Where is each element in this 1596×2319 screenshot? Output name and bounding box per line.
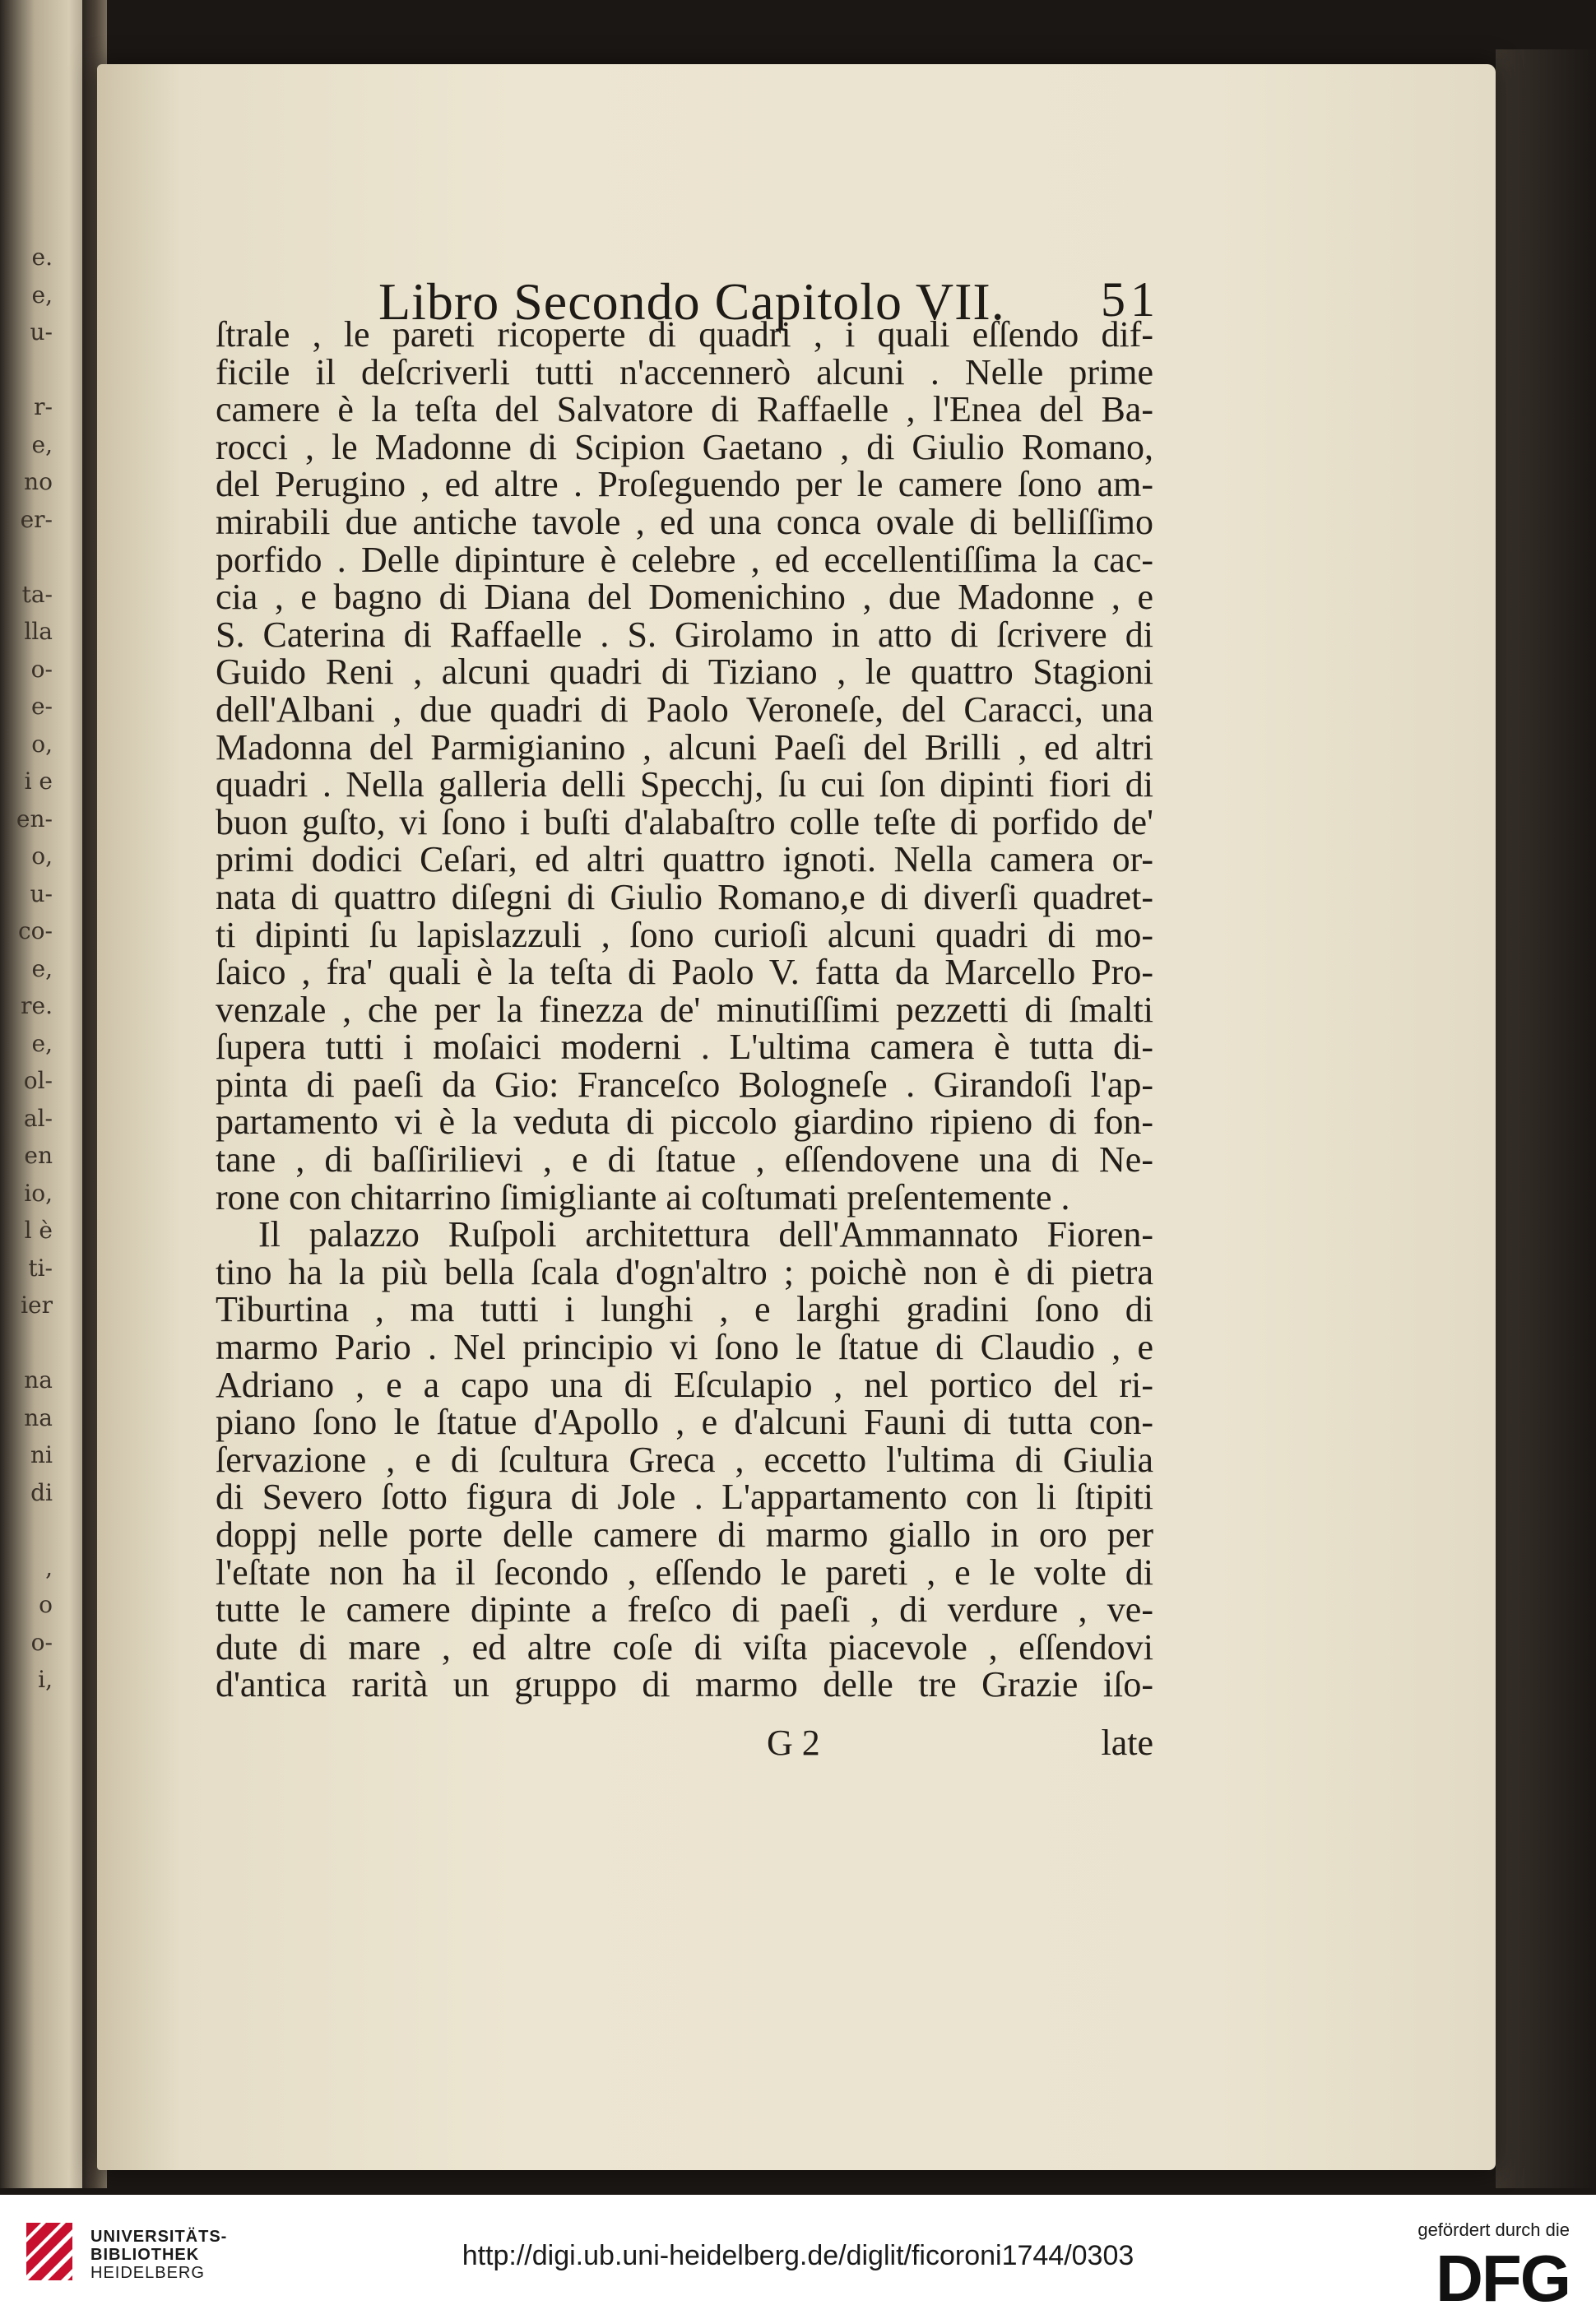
- page-foot: [216, 1722, 1153, 1763]
- text-line: Adriano , e a capo una di Eſculapio , nel portico del ri-: [216, 1364, 1153, 1405]
- text-line: dell'Albani , due quadri di Paolo Veroneſe, del Caracci, una: [216, 689, 1153, 730]
- text-line: Guido Reni , alcuni quadri di Tiziano , le quattro Stagioni: [216, 652, 1153, 693]
- text-line: Tiburtina , ma tutti i lunghi , e larghi gradini ſono di: [216, 1289, 1153, 1330]
- catchword: late: [1101, 1723, 1153, 1763]
- library-name-line2: BIBLIOTHEK: [90, 2246, 200, 2264]
- text-line: rocci , le Madonne di Scipion Gaetano , di Giulio Romano,: [216, 426, 1153, 467]
- library-name-line3: HEIDELBERG: [90, 2264, 205, 2282]
- text-line: tino ha la più bella ſcala d'ogn'altro ; poichè non è di pietra: [216, 1251, 1153, 1292]
- text-line: dute di mare , ed altre coſe di viſta piacevole , eſſendovi: [216, 1626, 1153, 1667]
- text-line: marmo Pario . Nel principio vi ſono le ſtatue di Claudio , e: [216, 1327, 1153, 1368]
- text-line: ſervazione , e di ſcultura Greca , eccetto l'ultima di Giulia: [216, 1439, 1153, 1480]
- signature-mark: G 2: [767, 1723, 820, 1763]
- text-line: tutte le camere dipinte a freſco di paeſi , di verdure , ve-: [216, 1589, 1153, 1630]
- text-line: ſupera tutti i moſaici moderni . L'ultima camera è tutta di-: [216, 1027, 1153, 1068]
- text-line: ti dipinti ſu lapislazzuli , ſono curioſi alcuni quadri di mo-: [216, 914, 1153, 955]
- text-line: S. Caterina di Raffaelle . S. Girolamo in atto di ſcrivere di: [216, 614, 1153, 655]
- library-name-line1: UNIVERSITÄTS-: [90, 2228, 228, 2246]
- text-line: Madonna del Parmigianino , alcuni Paeſi del Brilli , ed altri: [216, 726, 1153, 768]
- text-line: mirabili due antiche tavole , ed una conca ovale di belliſſimo: [216, 501, 1153, 542]
- text-line: d'antica rarità un gruppo di marmo delle tre Grazie iſo-: [216, 1664, 1153, 1705]
- page-number: 51: [1101, 272, 1160, 327]
- text-line: tane , di baſſirilievi , e di ſtatue , eſſendovene una di Ne-: [216, 1139, 1153, 1180]
- text-line: camere è la teſta del Salvatore di Raffaelle , l'Enea del Ba-: [216, 389, 1153, 430]
- text-line: pinta di paeſi da Gio: Franceſco Bologneſe . Girandoſi l'ap-: [216, 1064, 1153, 1105]
- body-text: [216, 316, 1153, 1704]
- text-line: di Severo ſotto figura di Jole . L'appartamento con li ſtipiti: [216, 1477, 1153, 1518]
- text-line: cia , e bagno di Diana del Domenichino , due Madonne , e: [216, 577, 1153, 618]
- text-line: ficile il deſcriverli tutti n'accennerò alcuni . Nelle prime: [216, 351, 1153, 392]
- text-line: l'eſtate non ha il ſecondo , eſſendo le pareti , e le volte di: [216, 1551, 1153, 1593]
- text-line: venzale , che per la finezza de' minutiſſimi pezzetti di ſmalti: [216, 989, 1153, 1030]
- text-line: rone con chitarrino ſimigliante ai coſtumati preſentemente .: [216, 1176, 1070, 1217]
- text-line: ſaico , fra' quali è la teſta di Paolo V. fatta da Marcello Pro-: [216, 952, 1153, 993]
- permalink-url[interactable]: http://digi.ub.uni-heidelberg.de/diglit/ficoroni1744/0303: [462, 2240, 1134, 2271]
- text-line: porfido . Delle dipinture è celebre , ed eccellentiſſima la cac-: [216, 539, 1153, 580]
- viewer-footer: [0, 2195, 1596, 2319]
- running-head: Libro Secondo Capitolo VII.: [378, 272, 1005, 331]
- text-line: partamento vi è la veduta di piccolo giardino ripieno di fon-: [216, 1102, 1153, 1143]
- left-page-fragments: e. e, u- r- e, no er- ta- lla o- e- o, i e en- o, u- co- e, re. e, ol- al- en io, l è ti- ier na na ni di , o o- i,: [16, 243, 53, 1693]
- text-line: ſtrale , le pareti ricoperte di quadri , i quali eſſendo dif-: [216, 314, 1153, 355]
- text-line: doppj nelle porte delle camere di marmo giallo in oro per: [216, 1514, 1153, 1555]
- text-line: Il palazzo Ruſpoli architettura dell'Ammannato Fioren-: [258, 1214, 1153, 1255]
- text-line: del Perugino , ed altre . Proſeguendo per le camere ſono am-: [216, 464, 1153, 505]
- text-line: buon guſto, vi ſono i buſti d'alabaſtro colle teſte di porfido de': [216, 801, 1153, 842]
- scan-background: [1496, 49, 1596, 2188]
- dfg-logo: DFG: [1436, 2242, 1570, 2315]
- text-line: nata di quattro diſegni di Giulio Romano,e di diverſi quadret-: [216, 876, 1153, 917]
- funded-by-label: gefördert durch die: [1417, 2219, 1570, 2240]
- text-line: primi dodici Ceſari, ed altri quattro ignoti. Nella camera or-: [216, 839, 1153, 880]
- text-line: piano ſono le ſtatue d'Apollo , e d'alcuni Fauni di tutta con-: [216, 1402, 1153, 1443]
- text-line: quadri . Nella galleria delli Specchj, ſu cui ſon dipinti fiori di: [216, 764, 1153, 805]
